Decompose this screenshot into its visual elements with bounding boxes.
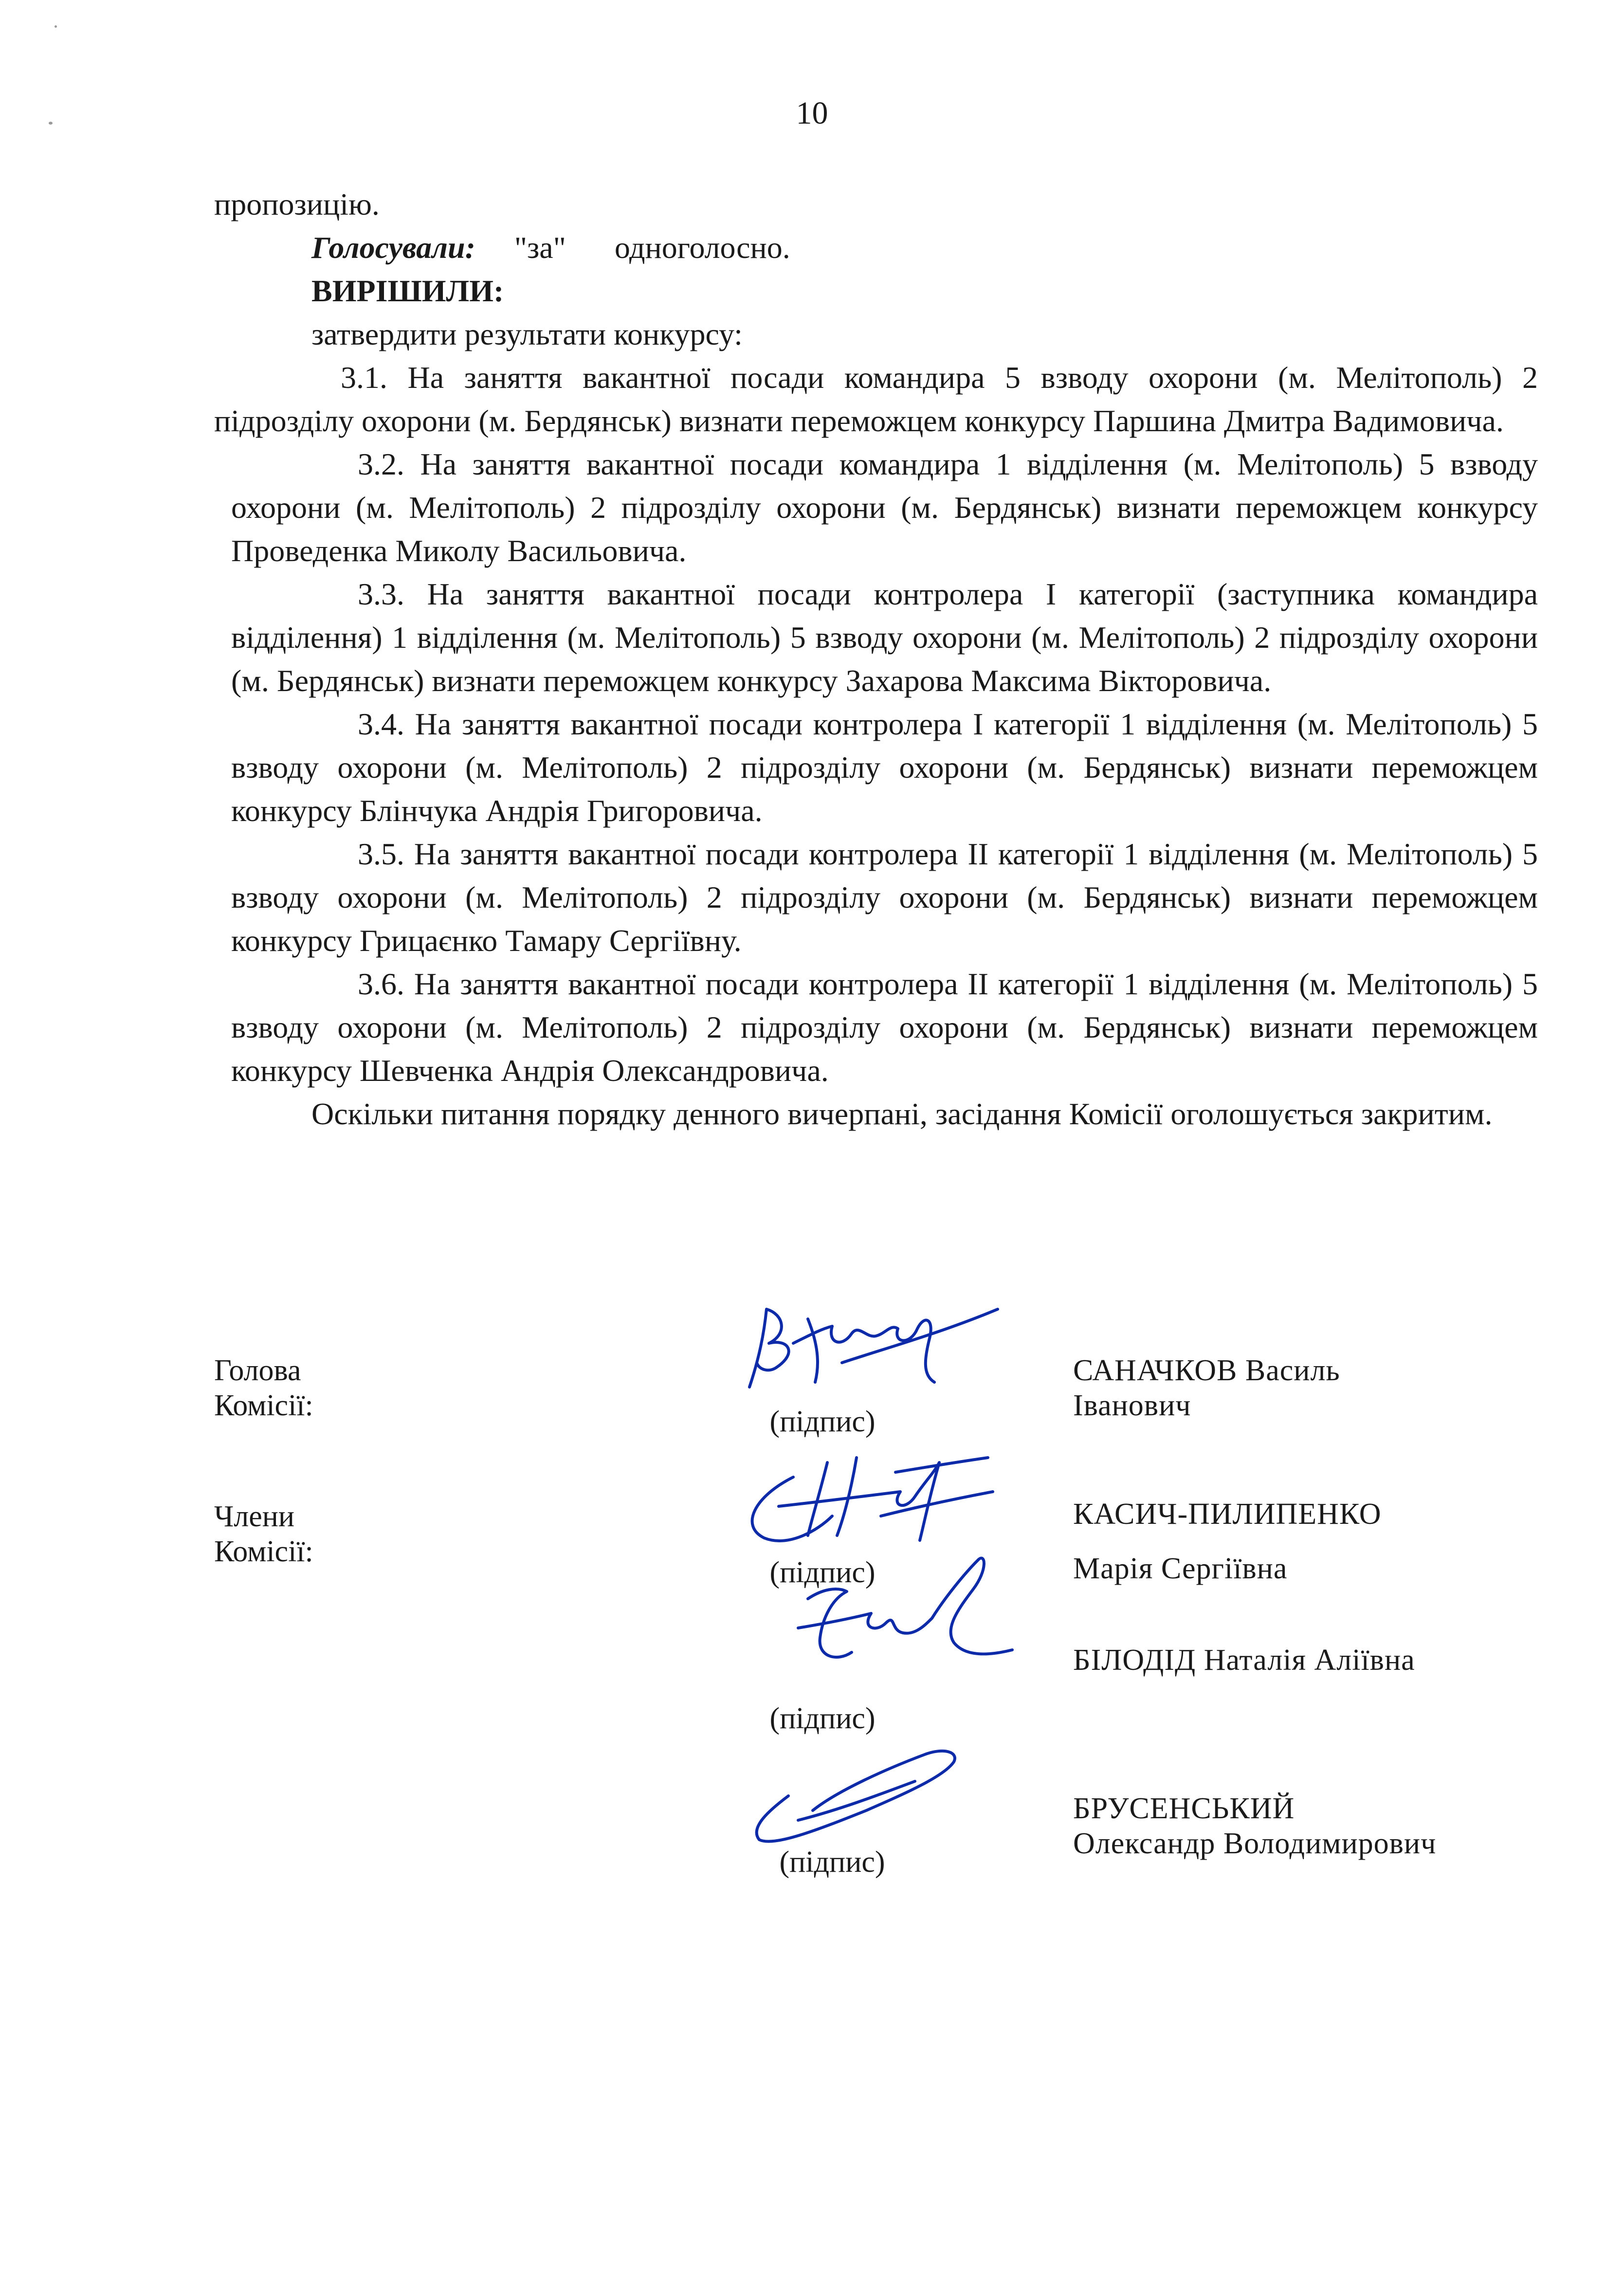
chair-name-line: Іванович	[1073, 1389, 1191, 1422]
member3-name-line: БРУСЕНСЬКИЙ	[1073, 1792, 1295, 1825]
member1-name-line: КАСИЧ-ПИЛИПЕНКО	[1073, 1498, 1382, 1531]
member2-sign-label: (підпис)	[769, 1702, 876, 1735]
member3-name	[1073, 1791, 1560, 1861]
members-role-line: Члени	[214, 1500, 295, 1533]
member3-sign-label: (підпис)	[779, 1846, 885, 1879]
decision-item-4: 3.4. На заняття вакантної посади контролера I категорії 1 відділення (м. Мелітополь) 5 взводу охорони (м. Мелітополь) 2 підрозділу охорони (м. Бердянськ) визнати переможцем конкурсу Блінчука Андрія Григоровича.	[231, 707, 1538, 828]
members-role	[214, 1499, 457, 1569]
continuation-text: пропозицію.	[214, 187, 380, 221]
member3-signature-image	[740, 1737, 964, 1849]
scan-speck	[55, 25, 57, 28]
member1-signature-image	[735, 1443, 1007, 1550]
decision-item-3: 3.3. На заняття вакантної посади контролера I категорії (заступника командира відділення) 1 відділення (м. Мелітополь) 5 взводу охорони (м. Мелітополь) 2 підрозділу охорони (м. Бердянськ) визнати переможцем конкурсу Захарова Максима Вікторовича.	[231, 577, 1538, 698]
decided-heading: ВИРІШИЛИ:	[311, 274, 504, 308]
approve-text: затвердити результати конкурсу:	[311, 317, 743, 351]
member2-name-line: БІЛОДІД Наталія Аліївна	[1073, 1644, 1415, 1677]
closing-text: Оскільки питання порядку денного вичерпані, засідання Комісії оголошується закритим.	[311, 1097, 1493, 1131]
vote-label: Голосували:	[311, 230, 475, 265]
chair-name	[1073, 1353, 1560, 1423]
member1-name	[1073, 1497, 1560, 1586]
chair-sign-label: (підпис)	[769, 1405, 876, 1438]
member2-signature-image	[769, 1545, 1022, 1686]
chair-role	[214, 1353, 457, 1423]
vote-result: одноголосно.	[614, 230, 790, 265]
member1-sign-label: (підпис)	[769, 1556, 876, 1589]
decision-item-5: 3.5. На заняття вакантної посади контролера II категорії 1 відділення (м. Мелітополь) 5 взводу охорони (м. Мелітополь) 2 підрозділу охорони (м. Бердянськ) визнати переможцем конкурсу Грицаєнко Тамару Сергіївну.	[231, 837, 1538, 958]
decision-item-1: 3.1. На заняття вакантної посади командира 5 взводу охорони (м. Мелітополь) 2 підрозділу охорони (м. Бердянськ) визнати переможцем конкурсу Паршина Дмитра Вадимовича.	[214, 360, 1538, 438]
member3-name-line: Олександр Володимирович	[1073, 1827, 1437, 1860]
decision-item-6: 3.6. На заняття вакантної посади контролера II категорії 1 відділення (м. Мелітополь) 5 взводу охорони (м. Мелітополь) 2 підрозділу охорони (м. Бердянськ) визнати переможцем конкурсу Шевченка Андрія Олександровича.	[231, 967, 1538, 1088]
chair-role-line: Голова	[214, 1354, 301, 1387]
vote-value: "за"	[514, 230, 566, 265]
chair-name-line: САНАЧКОВ Василь	[1073, 1354, 1340, 1387]
page-number: 10	[796, 95, 828, 131]
member2-name	[1073, 1643, 1560, 1678]
vote-line	[214, 226, 1538, 269]
chair-signature-image	[730, 1290, 1003, 1402]
members-role-line: Комісії:	[214, 1535, 313, 1568]
decision-item-2: 3.2. На заняття вакантної посади командира 1 відділення (м. Мелітополь) 5 взводу охорони (м. Мелітополь) 2 підрозділу охорони (м. Бердянськ) визнати переможцем конкурсу Проведенка Миколу Васильовича.	[231, 447, 1538, 568]
member1-name-line: Марія Сергіївна	[1073, 1552, 1288, 1585]
chair-role-line: Комісії:	[214, 1389, 313, 1422]
minutes-body	[214, 183, 1538, 1135]
